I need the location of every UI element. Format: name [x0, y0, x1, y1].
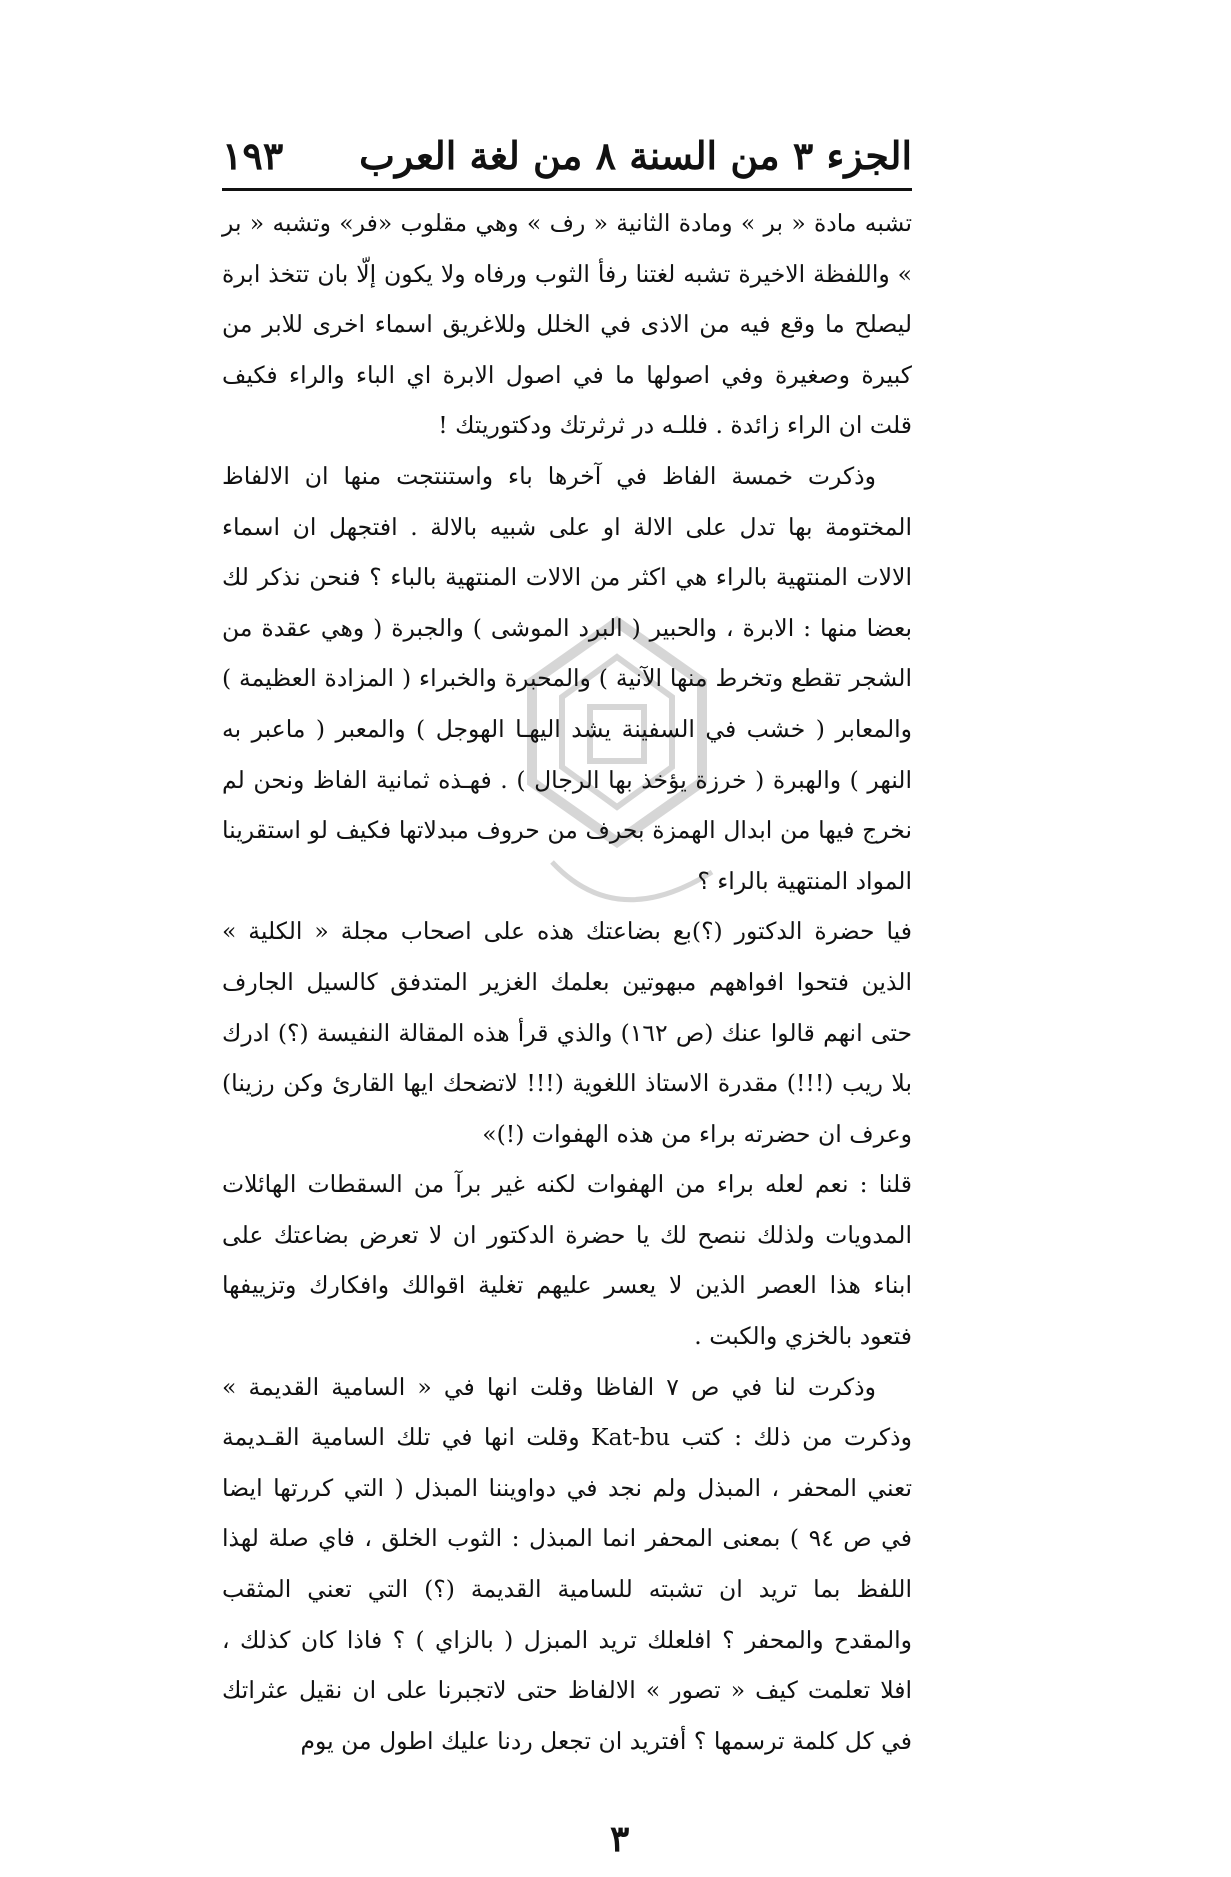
- paragraph: قلنا : نعم لعله براء من الهفوات لكنه غير برآ من السقطات الهائلات المدويات ولذلك ننصح لك يا حضرة الدكتور ان لا تعرض بضاعتك على ابناء هذا العصر الذين لا يعسر عليهم تغلية اقوالك وافكارك وتزييفها فتعود بالخزي والكبت .: [222, 1170, 912, 1351]
- header-title: الجزء ٣ من السنة ٨ من لغة العرب: [359, 133, 912, 178]
- paragraph: فيا حضرة الدكتور (؟)بع بضاعتك هذه على اصحاب مجلة « الكلية » الذين فتحوا افواههم مبهوتين بعلمك الغزير المتدفق كالسيل الجارف حتى انهم قالوا عنك (ص ١٦٢) والذي قرأ هذه المقالة النفيسة (؟) ادرك بلا ريب (!!!) مقدرة الاستاذ اللغوية (!!! لاتضحك ايها القارئ وكن رزينا) وعرف ان حضرته براء من هذه الهفوات (!)»: [222, 917, 912, 1148]
- running-header: [222, 118, 912, 178]
- header-rule: [222, 188, 912, 191]
- footer-page-marker: ٣: [610, 1818, 630, 1860]
- article-body: [222, 198, 912, 1766]
- paragraph: وذكرت لنا في ص ٧ الفاظا وقلت انها في « السامية القديمة » وذكرت من ذلك : كتب Kat-bu وقلت انها في تلك السامية القـديمة تعني المحفر ، المبذل ولم نجد في دواويننا المبذل ( التي كررتها ايضا في ص ٩٤ ) بمعنى المحفر انما المبذل : الثوب الخلق ، فاي صلة لهذا اللفظ بما تريد ان تشبته للسامية القديمة (؟) التي تعني المثقب والمقدح والمحفر ؟ افلعلك تريد المبزل ( بالزاي ) ؟ فاذا كان كذلك ، افلا تعلمت كيف « تصور » الالفاظ حتى لاتجبرنا على ان نقيل عثراتك في كل كلمة ترسمها ؟ أفتريد ان تجعل ردنا عليك اطول من يوم: [222, 1372, 912, 1755]
- paragraph: وذكرت خمسة الفاظ في آخرها باء واستنتجت منها ان الالفاظ المختومة بها تدل على الالة او على شبيه بالالة . افتجهل ان اسماء الالات المنتهية بالراء هي اكثر من الالات المنتهية بالباء ؟ فنحن نذكر لك بعضا منها : الابرة ، والحبير ( البرد الموشى ) والجبرة ( وهي عقدة من الشجر تقطع وتخرط منها الآنية ) والمحبرة والخبراء ( المزادة العظيمة ) والمعابر ( خشب في السفينة يشد اليهـا الهوجل ) والمعبر ( ماعبر به النهر ) والهبرة ( خرزة يؤخذ بها الرجال ) . فهـذه ثمانية الفاظ ونحن لم نخرج فيها من ابدال الهمزة بحرف من حروف مبدلاتها فكيف لو استقرينا المواد المنتهية بالراء ؟: [222, 461, 912, 895]
- paragraph: تشبه مادة « بر » ومادة الثانية « رف » وهي مقلوب «فر» وتشبه « بر » واللفظة الاخيرة تشبه لغتنا رفأ الثوب ورفاه ولا يكون إلّا بان تتخذ ابرة ليصلح ما وقع فيه من الاذى في الخلل وللاغريق اسماء اخرى للابر من كبيرة وصغيرة وفي اصولها ما في اصول الابرة اي الباء والراء فكيف قلت ان الراء زائدة . فللـه در ثرثرتك ودكتوريتك !: [222, 209, 912, 440]
- header-page-number: ١٩٣: [222, 133, 284, 178]
